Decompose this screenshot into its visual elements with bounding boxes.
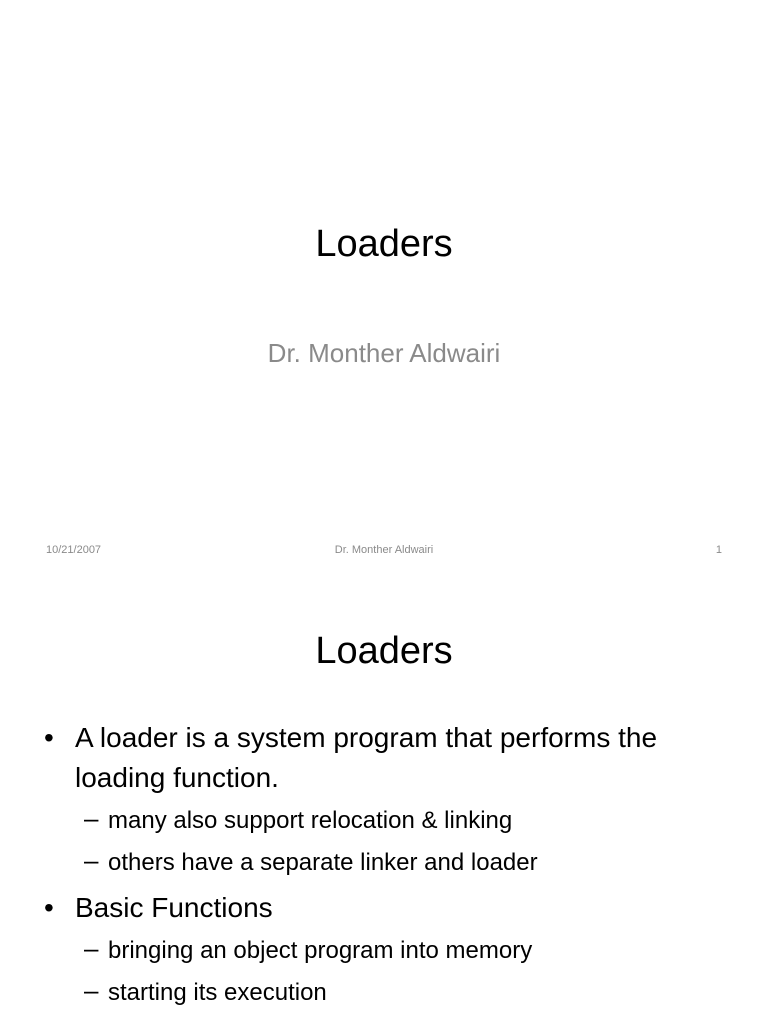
sub-bullet-text: many also support relocation & linking (108, 807, 513, 834)
sub-bullet-item (0, 800, 768, 842)
sub-bullet-list (0, 800, 768, 884)
bullet-dot-icon: • (44, 892, 54, 923)
sub-bullet-list (0, 930, 768, 1014)
dash-icon: – (84, 933, 99, 963)
slide-subtitle: Dr. Monther Aldwairi (267, 338, 501, 368)
bullet-item (0, 718, 768, 798)
sub-bullet-item (0, 972, 768, 1014)
bullet-list (0, 718, 768, 1018)
slide-2 (0, 576, 768, 1024)
bullet-dot-icon: • (44, 722, 54, 753)
sub-bullet-text: bringing an object program into memory (108, 937, 533, 964)
bullet-text: Basic Functions (75, 892, 273, 923)
dash-icon: – (84, 803, 99, 833)
bullet-item (0, 888, 768, 928)
slide-title: Loaders (315, 223, 453, 265)
dash-icon: – (84, 845, 99, 875)
footer-author: Dr. Monther Aldwairi (334, 544, 434, 556)
sub-bullet-item (0, 930, 768, 972)
slide-title: Loaders (315, 630, 453, 672)
footer-date: 10/21/2007 (46, 544, 102, 556)
footer-page-number: 1 (715, 544, 722, 556)
bullet-text: A loader is a system program that performs the loading function. (75, 722, 658, 793)
sub-bullet-text: starting its execution (108, 979, 327, 1006)
dash-icon: – (84, 975, 99, 1005)
sub-bullet-text: others have a separate linker and loader (108, 849, 538, 876)
sub-bullet-item (0, 842, 768, 884)
